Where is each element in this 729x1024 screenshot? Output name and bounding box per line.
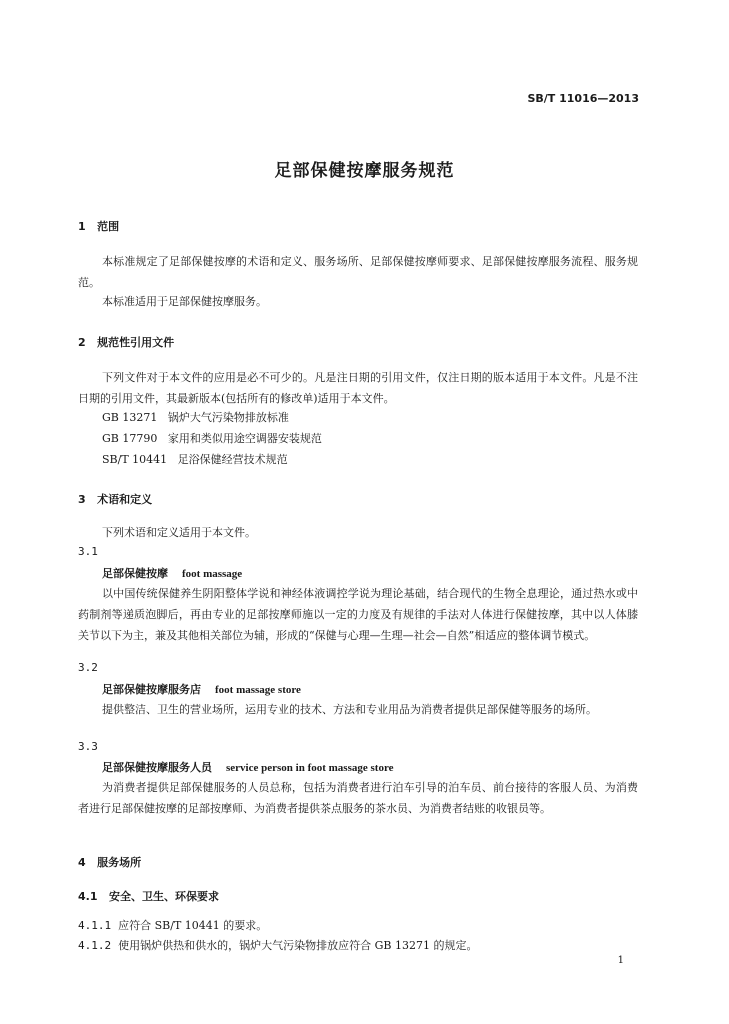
section-2-heading	[78, 334, 174, 350]
term-number: 3.1	[78, 545, 98, 558]
term-definition: 为消费者提供足部保健服务的人员总称，包括为消费者进行泊车引导的泊车员、前台接待的客服人员、为消费者进行足部保健按摩的足部按摩师、为消费者提供茶点服务的茶水员、为消费者结账的收银员等。	[78, 781, 638, 815]
term-number: 3.2	[78, 661, 98, 674]
term-heading	[102, 759, 394, 775]
reference-name: 足浴保健经营技术规范	[177, 453, 288, 466]
term-zh: 足部保健按摩服务人员	[102, 761, 212, 774]
section-number: 2	[78, 336, 86, 349]
clause-text: 应符合 SB/T 10441 的要求。	[118, 919, 268, 932]
reference-name: 家用和类似用途空调器安装规范	[167, 432, 322, 445]
term-heading	[102, 565, 242, 581]
section-title: 范围	[97, 220, 120, 233]
section-title: 服务场所	[97, 856, 142, 869]
section-title: 术语和定义	[97, 493, 153, 506]
reference-code: SB/T 10441	[102, 453, 168, 466]
term-zh: 足部保健按摩	[102, 567, 168, 580]
clause-text: 使用锅炉供热和供水的，锅炉大气污染物排放应符合 GB 13271 的规定。	[118, 939, 478, 952]
reference-item	[102, 409, 289, 425]
reference-code: GB 13271	[102, 411, 158, 424]
clause-item	[78, 937, 477, 953]
section-number: 1	[78, 220, 86, 233]
standard-number: SB/T 11016—2013	[527, 92, 639, 105]
term-number: 3.3	[78, 740, 98, 753]
reference-item	[102, 451, 288, 467]
term-heading	[102, 681, 301, 697]
clause-number: 4.1.2	[78, 939, 112, 952]
subsection-heading	[78, 888, 219, 904]
term-en: service person in foot massage store	[226, 762, 394, 774]
section-title: 规范性引用文件	[97, 336, 175, 349]
document-title: 足部保健按摩服务规范	[274, 161, 455, 181]
reference-name: 锅炉大气污染物排放标准	[167, 411, 289, 424]
page-number: 1	[617, 955, 624, 966]
section-4-heading	[78, 854, 141, 870]
section-number: 4	[78, 856, 86, 869]
term-zh: 足部保健按摩服务店	[102, 683, 201, 696]
clause-item	[78, 917, 267, 933]
clause-number: 4.1.1	[78, 919, 112, 932]
reference-item	[102, 430, 322, 446]
reference-code: GB 17790	[102, 432, 158, 445]
section-3-intro: 下列术语和定义适用于本文件。	[102, 526, 256, 539]
term-definition: 提供整洁、卫生的营业场所，运用专业的技术、方法和专业用品为消费者提供足部保健等服务的场所。	[102, 703, 597, 716]
section-1-paragraph: 本标准适用于足部保健按摩服务。	[102, 295, 267, 308]
section-2-paragraph: 下列文件对于本文件的应用是必不可少的。凡是注日期的引用文件，仅注日期的版本适用于本文件。凡是不注日期的引用文件，其最新版本(包括所有的修改单)适用于本文件。	[78, 371, 638, 405]
term-en: foot massage store	[215, 684, 301, 696]
section-number: 3	[78, 493, 86, 506]
subsection-number: 4.1	[78, 890, 98, 903]
subsection-title: 安全、卫生、环保要求	[109, 890, 219, 903]
term-en: foot massage	[182, 568, 243, 580]
term-definition: 以中国传统保健养生阴阳整体学说和神经体液调控学说为理论基础，结合现代的生物全息理论，通过热水或中药制剂等递质泡脚后，再由专业的足部按摩师施以一定的力度及有规律的手法对人体进行保健按摩，其中以人体膝关节以下为主，兼及其他相关部位为辅，形成的“保健与心理—生理—社会—自然”相适应的整体调节模式。	[78, 587, 638, 642]
section-3-heading	[78, 491, 152, 507]
section-1-paragraph: 本标准规定了足部保健按摩的术语和定义、服务场所、足部保健按摩师要求、足部保健按摩服务流程、服务规范。	[78, 255, 638, 289]
section-1-heading	[78, 218, 119, 234]
